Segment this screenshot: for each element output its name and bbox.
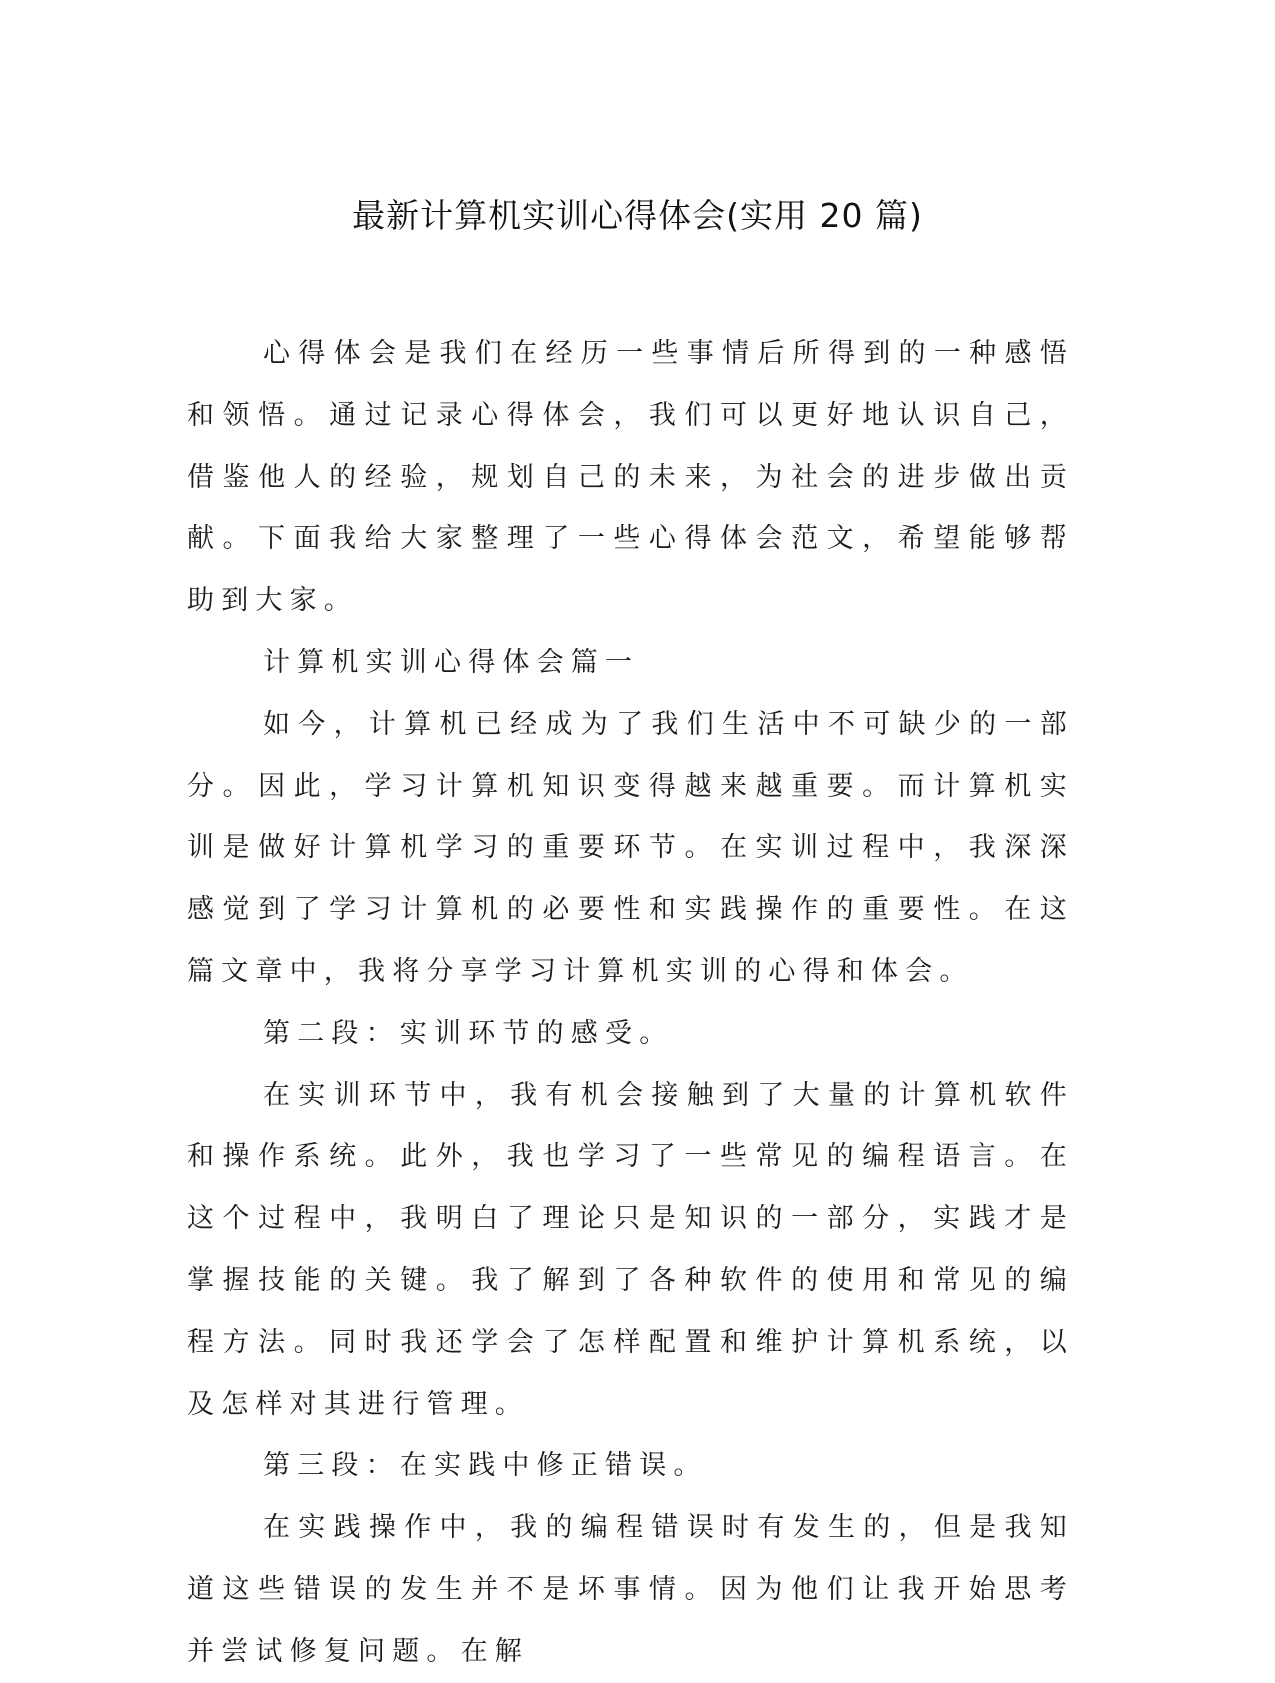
section-heading-part-one: 计算机实训心得体会篇一 xyxy=(263,646,640,678)
document-body xyxy=(187,323,1074,1683)
section-heading-third-segment: 第三段：在实践中修正错误。 xyxy=(263,1450,708,1482)
paragraph-second-segment: 在实训环节中，我有机会接触到了大量的计算机软件和操作系统。此外，我也学习了一些常见的编程语言。在这个过程中，我明白了理论只是知识的一部分，实践才是掌握技能的关键。我了解到了各种软件的使用和常见的编程方法。同时我还学会了怎样配置和维护计算机系统，以及怎样对其进行管理。 xyxy=(187,1079,1074,1420)
section-heading-second-segment: 第二段：实训环节的感受。 xyxy=(263,1017,674,1049)
document-title: 最新计算机实训心得体会(实用 20 篇) xyxy=(352,196,923,235)
intro-paragraph: 心得体会是我们在经历一些事情后所得到的一种感悟和领悟。通过记录心得体会，我们可以更好地认识自己，借鉴他人的经验，规划自己的未来，为社会的进步做出贡献。下面我给大家整理了一些心得体会范文，希望能够帮助到大家。 xyxy=(187,338,1074,617)
paragraph-part-one: 如今，计算机已经成为了我们生活中不可缺少的一部分。因此，学习计算机知识变得越来越重要。而计算机实训是做好计算机学习的重要环节。在实训过程中，我深深感觉到了学习计算机的必要性和实践操作的重要性。在这篇文章中，我将分享学习计算机实训的心得和体会。 xyxy=(187,708,1074,987)
paragraph-third-segment: 在实践操作中，我的编程错误时有发生的，但是我知道这些错误的发生并不是坏事情。因为他们让我开始思考并尝试修复问题。在解 xyxy=(187,1512,1074,1667)
